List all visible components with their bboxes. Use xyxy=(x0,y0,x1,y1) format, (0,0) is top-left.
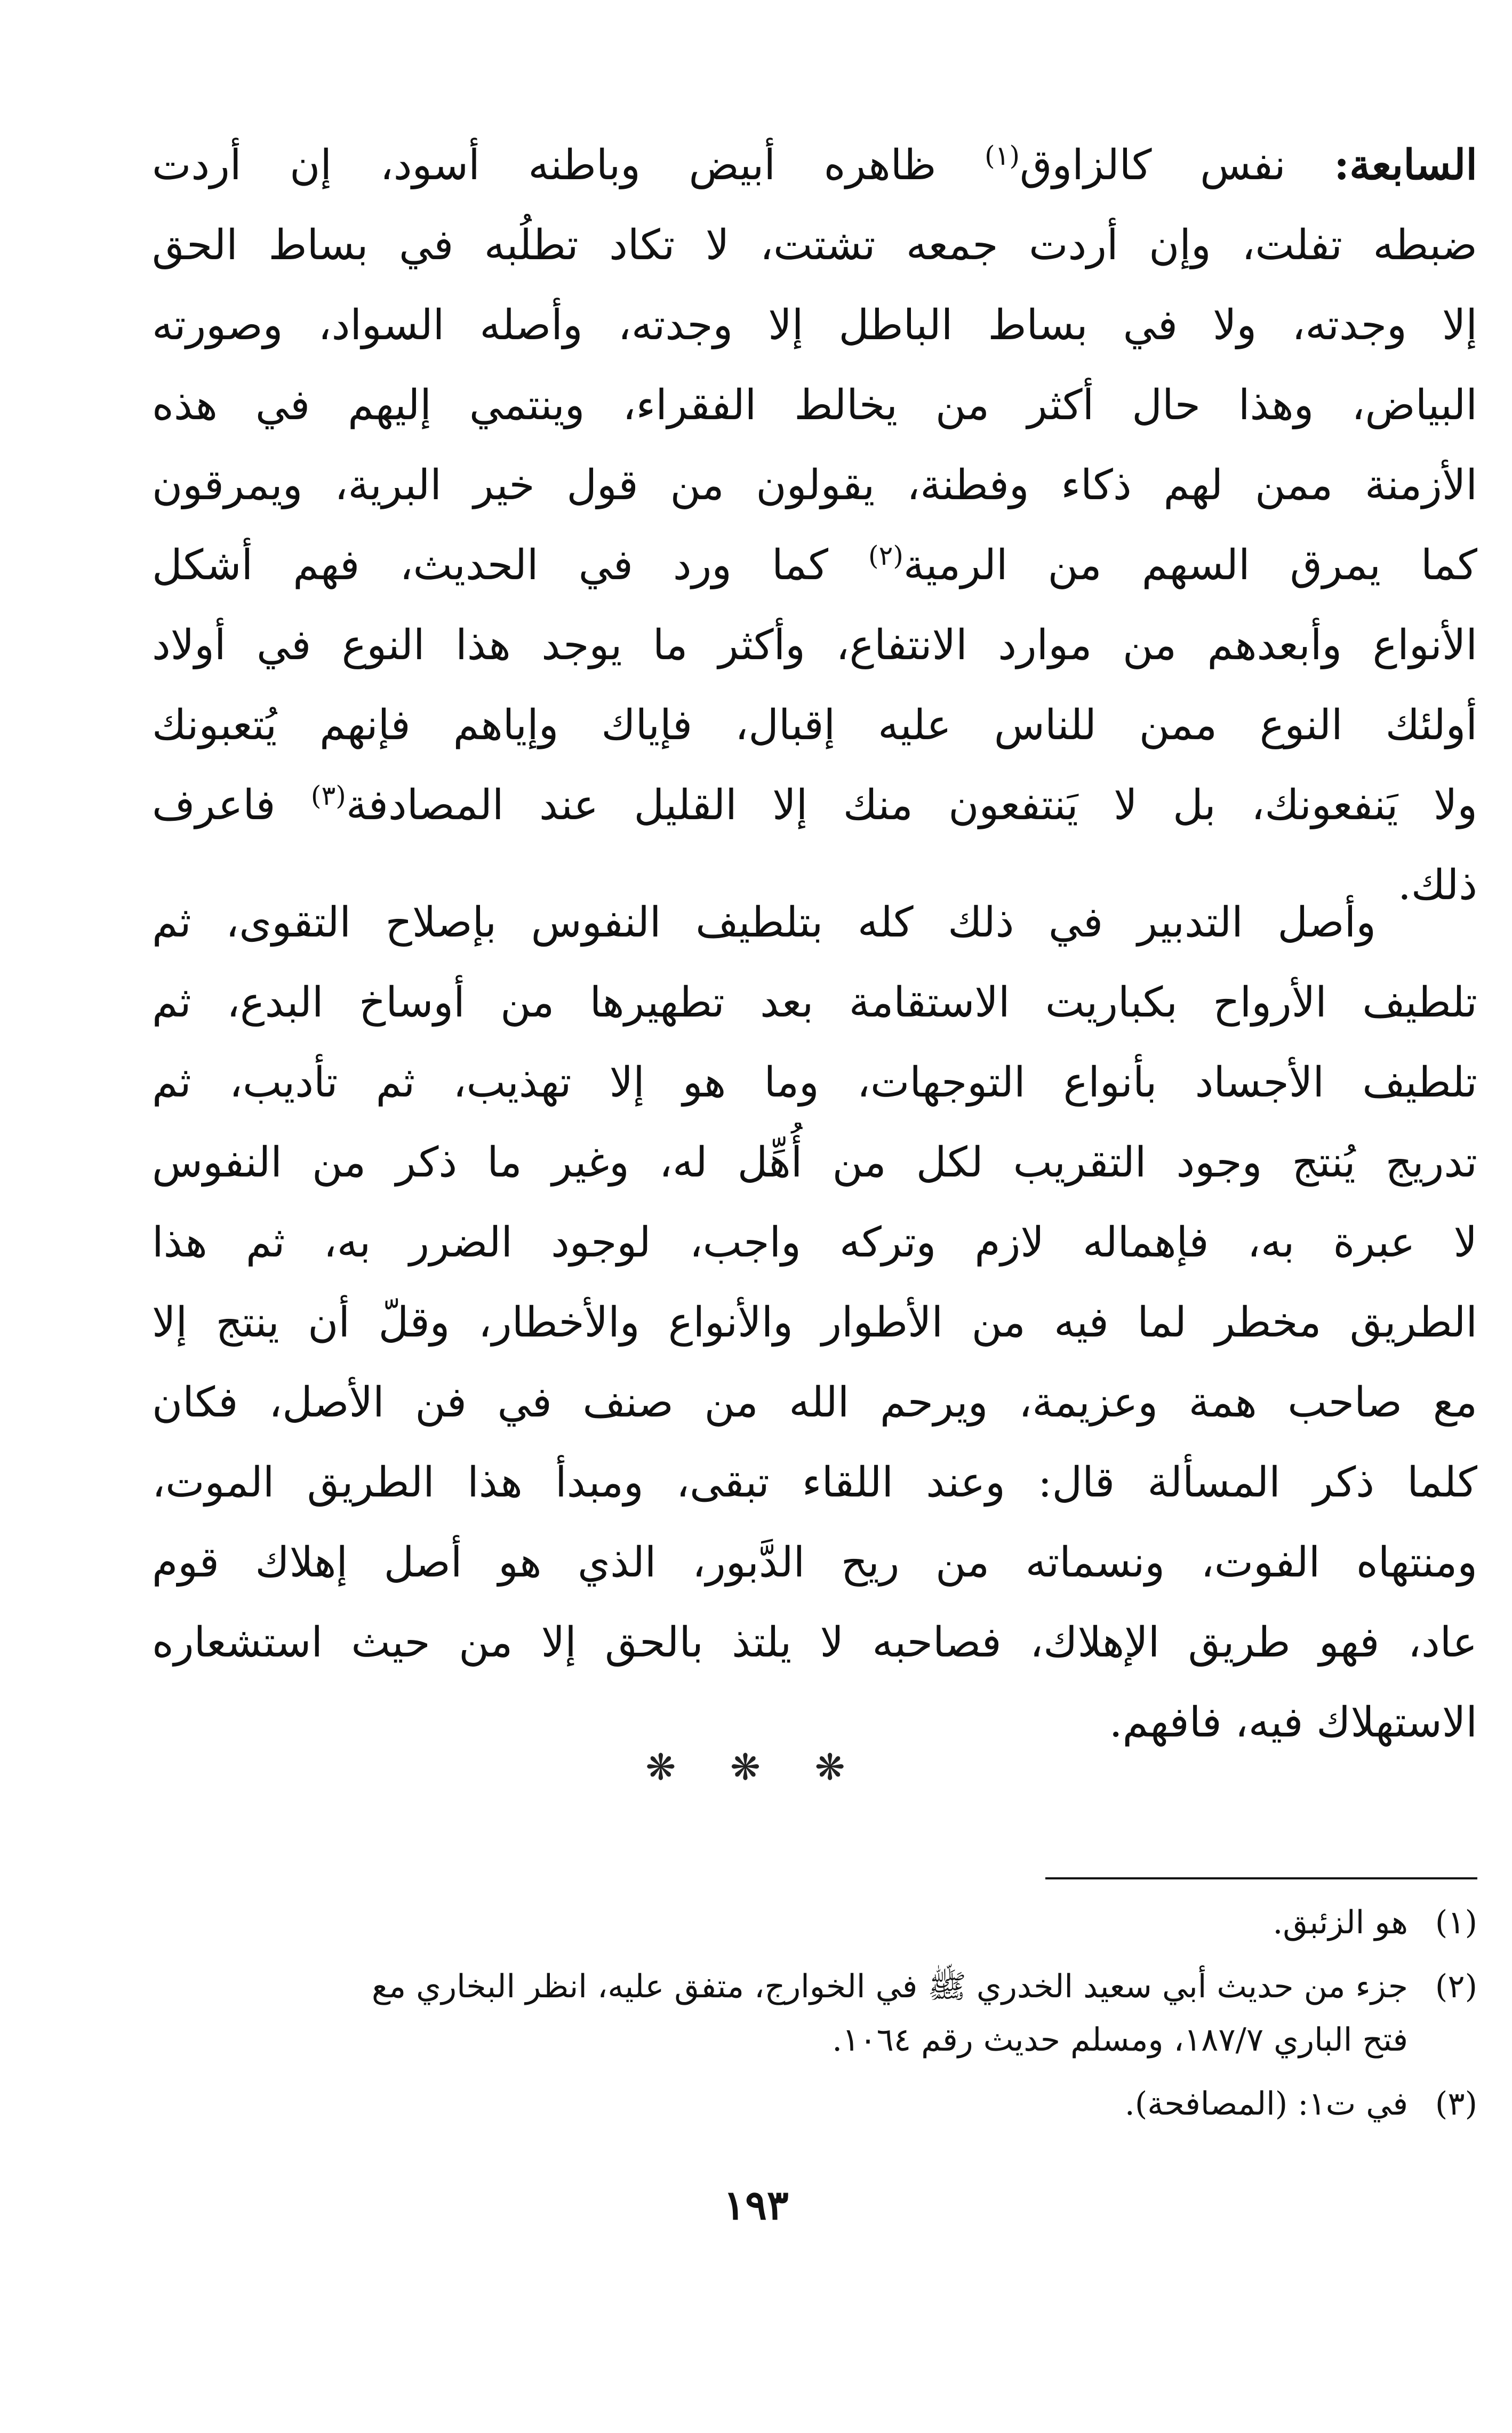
footnote-ref-1[interactable]: (١) xyxy=(985,140,1020,171)
footnote-text-continued: فتح الباري ١٨٧/٧، ومسلم حديث رقم ١٠٦٤. xyxy=(832,2021,1408,2059)
text-line: الاستهلاك فيه، فافهم. xyxy=(1109,1699,1477,1747)
page-number: ١٩٣ xyxy=(723,2181,789,2229)
footnotes xyxy=(152,1896,1477,2141)
footnote-ref-3[interactable]: (٣) xyxy=(310,780,346,811)
text-line xyxy=(152,765,1477,845)
text-line: كلما ذكر المسألة قال: وعند اللقاء تبقى، ومبدأ هذا الطريق الموت، xyxy=(152,1459,1477,1507)
text-line: عاد، فهو طريق الإهلاك، فصاحبه لا يلتذ بالحق إلا من حيث استشعاره xyxy=(152,1619,1477,1667)
footnote-number: (١) xyxy=(1435,1904,1477,1941)
text-line: ومنتهاه الفوت، ونسماته من ريح الدَّبور، الذي هو أصل إهلاك قوم xyxy=(152,1539,1477,1587)
footnote-ref-2[interactable]: (٢) xyxy=(868,540,903,571)
footnote-number: (٣) xyxy=(1435,2085,1477,2123)
text-line: الأنواع وأبعدهم من موارد الانتفاع، وأكثر ما يوجد هذا النوع في أولاد xyxy=(152,621,1477,669)
footnote-3 xyxy=(152,2077,1477,2131)
text-segment: ظاهره أبيض وباطنه أسود، إن أردت xyxy=(152,141,937,189)
text-segment: نفس كالزاوق xyxy=(1019,141,1286,189)
text-line: الطريق مخطر لما فيه من الأطوار والأنواع والأخطار، وقلّ أن ينتج إلا xyxy=(152,1299,1477,1347)
footnote-1 xyxy=(152,1896,1477,1949)
text-line: الأزمنة ممن لهم ذكاء وفطنة، يقولون من قول خير البرية، ويمرقون xyxy=(152,461,1477,509)
text-line: تدريج يُنتج وجود التقريب لكل من أُهِّل له، وغير ما ذكر من النفوس xyxy=(152,1139,1477,1187)
section-separator: ❋ ❋ ❋ xyxy=(645,1747,867,1789)
footnote-text: في ت١: (المصافحة). xyxy=(1124,2085,1408,2123)
footnote-text: هو الزئبق. xyxy=(1273,1904,1408,1941)
footnote-number: (٢) xyxy=(1435,1968,1477,2005)
paragraph-1 xyxy=(152,125,1477,925)
text-line: ضبطه تفلت، وإن أردت جمعه تشتت، لا تكاد تطلُبه في بساط الحق xyxy=(152,221,1477,269)
text-segment: ولا يَنفعونك، بل لا يَنتفعون منك إلا القليل عند المصادفة xyxy=(346,781,1477,829)
text-segment: كما يمرق السهم من الرمية xyxy=(903,541,1477,589)
footnote-divider xyxy=(1045,1877,1477,1879)
text-line: تلطيف الأجساد بأنواع التوجهات، وما هو إلا تهذيب، ثم تأديب، ثم xyxy=(152,1059,1477,1107)
text-line: مع صاحب همة وعزيمة، ويرحم الله من صنف في فن الأصل، فكان xyxy=(152,1379,1477,1427)
text-line: لا عبرة به، فإهماله لازم وتركه واجب، لوجود الضرر به، ثم هذا xyxy=(152,1219,1477,1267)
text-line: أولئك النوع ممن للناس عليه إقبال، فإياك وإياهم فإنهم يُتعبونك xyxy=(152,701,1477,749)
text-line: البياض، وهذا حال أكثر من يخالط الفقراء، وينتمي إليهم في هذه xyxy=(152,381,1477,429)
text-segment: كما ورد في الحديث، فهم أشكل xyxy=(152,541,828,589)
text-line: ذلك. xyxy=(1397,861,1477,909)
text-line: وأصل التدبير في ذلك كله بتلطيف النفوس بإصلاح التقوى، ثم xyxy=(152,899,1376,947)
text-line xyxy=(152,525,1477,605)
text-line: تلطيف الأرواح بكباريت الاستقامة بعد تطهيرها من أوساخ البدع، ثم xyxy=(152,979,1477,1027)
paragraph-2 xyxy=(152,883,1477,1763)
text-line xyxy=(152,125,1477,205)
footnote-2 xyxy=(152,1960,1477,2067)
text-line: إلا وجدته، ولا في بساط الباطل إلا وجدته، وأصله السواد، وصورته xyxy=(152,301,1477,349)
footnote-text: جزء من حديث أبي سعيد الخدري ﷺ في الخوارج، متفق عليه، انظر البخاري مع xyxy=(372,1968,1408,2005)
section-heading: السابعة: xyxy=(1334,141,1477,189)
text-segment: فاعرف xyxy=(152,781,276,829)
